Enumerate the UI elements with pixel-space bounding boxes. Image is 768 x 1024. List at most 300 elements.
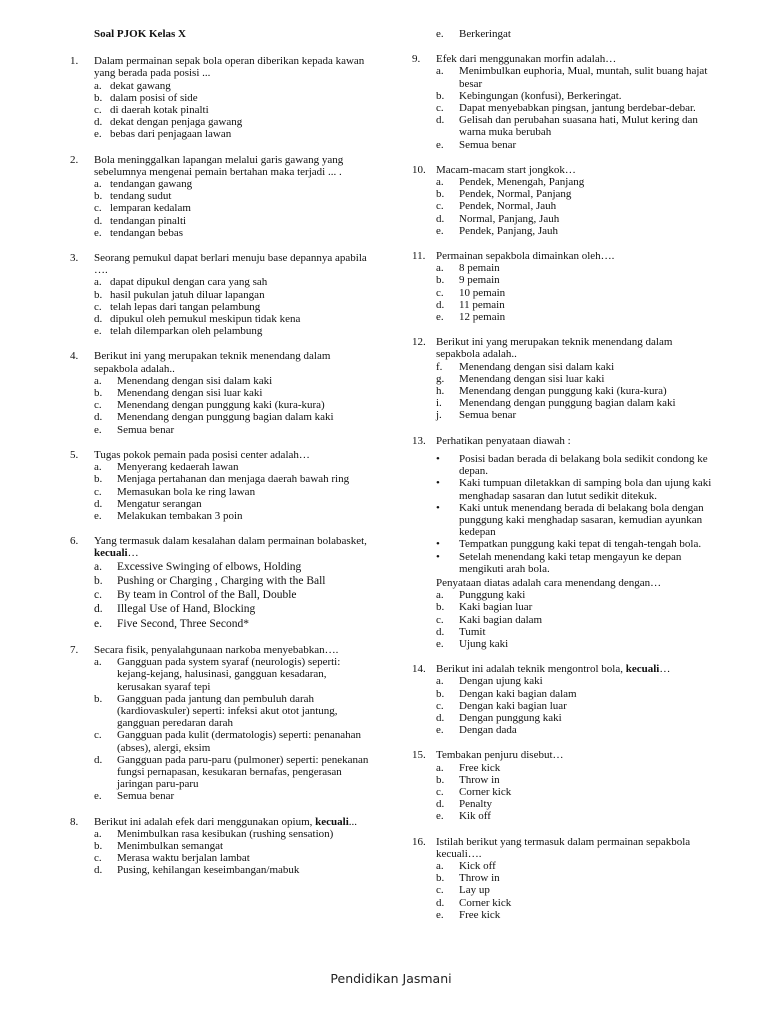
answer-option: [70, 560, 370, 574]
option-label: b.: [436, 274, 445, 287]
option-label: b.: [436, 773, 445, 786]
option-label: d.: [436, 212, 445, 225]
option-text: Kaki bagian dalam: [459, 613, 543, 626]
option-label: d.: [436, 298, 445, 311]
answer-option: [412, 909, 718, 921]
option-text: Gangguan pada paru-paru (pulmoner) seperti: penekanan fungsi pernapasan, kesukaran bernafas, pengerasan jaringan paru-paru: [117, 753, 369, 791]
option-text: Pendek, Menengah, Panjang: [459, 176, 585, 189]
bullet-icon: •: [436, 550, 440, 563]
answer-option: [412, 614, 718, 626]
question-number: 4.: [70, 350, 79, 363]
answer-option: [70, 754, 370, 791]
answer-option: [70, 864, 370, 876]
question-item: [412, 836, 718, 921]
option-text: Corner kick: [459, 896, 512, 909]
statement-item: [436, 502, 718, 539]
option-text: Dapat menyebabkan pingsan, jantung berdebar-debar.: [459, 102, 696, 115]
question-head: [70, 644, 370, 656]
statement-text: Setelah menendang kaki tetap mengayun ke depan mengikuti arah bola.: [459, 550, 682, 575]
option-text: dekat dengan penjaga gawang: [110, 116, 243, 129]
statement-item: [436, 453, 718, 477]
option-label: f.: [436, 360, 443, 373]
question-head: [70, 154, 370, 178]
option-label: d.: [94, 313, 103, 326]
option-text: Dengan dada: [459, 724, 517, 737]
option-text: 11 pemain: [459, 298, 505, 311]
answer-option: [70, 852, 370, 864]
option-label: b.: [436, 188, 445, 201]
left-column: [70, 28, 370, 890]
option-text: Illegal Use of Hand, Blocking: [117, 603, 256, 616]
option-label: b.: [94, 473, 103, 486]
option-text: Dengan ujung kaki: [459, 675, 543, 688]
option-text: tendangan bebas: [110, 226, 183, 239]
question-head: [412, 663, 718, 675]
option-text: Gangguan pada jantung dan pembuluh darah (kardiovaskuler) seperti: infeksi akut otot jantung, gangguan peredaran darah: [117, 692, 338, 730]
option-text: 9 pemain: [459, 274, 500, 287]
answer-option: [70, 190, 370, 202]
option-text: tendang sudut: [110, 190, 172, 203]
option-text: Pendek, Normal, Jauh: [459, 200, 557, 213]
question-head: [412, 836, 718, 860]
option-label: c.: [94, 300, 102, 313]
option-label: e.: [94, 790, 102, 803]
option-label: a.: [94, 461, 102, 474]
statement-item: [436, 477, 718, 501]
question-head: [412, 164, 718, 176]
option-label: a.: [94, 178, 102, 191]
option-label: b.: [436, 872, 445, 885]
answer-option: [70, 276, 370, 288]
answer-option: [70, 375, 370, 387]
answer-option: [70, 473, 370, 485]
option-text: Menendang dengan sisi dalam kaki: [117, 374, 273, 387]
answer-option: [412, 688, 718, 700]
option-label: a.: [94, 79, 102, 92]
option-text: Five Second, Three Second*: [117, 617, 250, 630]
option-label: e.: [436, 138, 444, 151]
statement-item: [436, 551, 718, 575]
answer-option: [70, 510, 370, 522]
option-text: bebas dari penjagaan lawan: [110, 128, 232, 141]
question-head: [70, 350, 370, 374]
option-text: dipukul oleh pemukul meskipun tidak kena: [110, 313, 301, 326]
answer-option: [70, 215, 370, 227]
option-label: a.: [94, 827, 102, 840]
option-label: b.: [436, 687, 445, 700]
answer-option: [70, 617, 370, 631]
option-label: e.: [436, 810, 444, 823]
answer-option: [412, 397, 718, 409]
option-label: i.: [436, 397, 442, 410]
question-head: [70, 55, 370, 79]
option-label: d.: [436, 896, 445, 909]
question-number: 2.: [70, 153, 79, 166]
answer-option: [412, 860, 718, 872]
answer-option: [70, 116, 370, 128]
answer-option: [412, 724, 718, 736]
option-label: d.: [94, 603, 103, 616]
option-label: b.: [94, 91, 103, 104]
page-title: Soal PJOK Kelas X: [94, 28, 186, 40]
option-text: Menendang dengan sisi luar kaki: [459, 372, 605, 385]
right-column: [412, 28, 718, 934]
option-label: a.: [436, 176, 444, 189]
option-text: Pusing, kehilangan keseimbangan/mabuk: [117, 864, 300, 877]
question-item: [412, 435, 718, 650]
question-item: [412, 53, 718, 151]
question-item: [70, 55, 370, 140]
option-text: By team in Control of the Ball, Double: [117, 589, 297, 602]
option-label: c.: [436, 785, 444, 798]
option-text: Semua benar: [459, 138, 517, 151]
question-item: [412, 336, 718, 421]
option-label: c.: [94, 589, 102, 602]
question-text: Berikut ini yang merupakan teknik menendang dalam sepakbola adalah..: [94, 350, 331, 375]
question-item: [412, 164, 718, 237]
option-label: j.: [436, 409, 442, 422]
question-head: [70, 449, 370, 461]
option-label: d.: [94, 116, 103, 129]
question-text: Tugas pokok pemain pada posisi center adalah…: [94, 448, 310, 461]
option-label: e.: [436, 224, 444, 237]
question-number: 7.: [70, 644, 79, 656]
option-text: tendangan pinalti: [110, 214, 187, 227]
question-text: [94, 535, 370, 559]
option-label: a.: [94, 656, 102, 669]
answer-option: [70, 828, 370, 840]
option-text: Excessive Swinging of elbows, Holding: [117, 560, 302, 573]
answer-option: [70, 693, 370, 730]
option-label: b.: [94, 387, 103, 400]
option-text: Ujung kaki: [459, 637, 509, 650]
option-label: d.: [436, 625, 445, 638]
question-item: [70, 535, 370, 631]
option-label: e.: [94, 226, 102, 239]
option-text: Gangguan pada kulit (dermatologis) seperti: penanahan (abses), alergi, eksim: [117, 729, 362, 754]
option-label: g.: [436, 372, 445, 385]
question-text: Berikut ini yang merupakan teknik menendang dalam sepakbola adalah..: [436, 336, 673, 361]
question-text: Dalam permainan sepak bola operan diberikan kepada kawan yang berada pada posisi ...: [94, 55, 365, 80]
option-text: Semua benar: [117, 423, 175, 436]
option-label: h.: [436, 385, 445, 398]
answer-option: [70, 313, 370, 325]
answer-option: [70, 104, 370, 116]
option-label: a.: [436, 262, 444, 275]
option-label: c.: [436, 200, 444, 213]
option-label: a.: [436, 859, 444, 872]
option-label: c.: [436, 884, 444, 897]
option-label: a.: [94, 276, 102, 289]
answer-option: [70, 424, 370, 436]
question-text: Bola meninggalkan lapangan melalui garis gawang yang sebelumnya mengenai pemain bertahan maka terjadi ... .: [94, 153, 344, 178]
answer-option: [412, 601, 718, 613]
option-text: dalam posisi of side: [110, 91, 198, 104]
option-label: b.: [94, 840, 103, 853]
question-number: 11.: [412, 250, 426, 263]
option-text: 8 pemain: [459, 262, 500, 275]
bullet-icon: •: [436, 477, 440, 490]
option-text: dapat dipukul dengan cara yang sah: [110, 276, 268, 289]
option-text: Memasukan bola ke ring lawan: [117, 485, 256, 498]
question-number: 10.: [412, 163, 426, 176]
answer-option: [412, 409, 718, 421]
answer-option: [412, 139, 718, 151]
option-label: e.: [436, 28, 444, 40]
option-label: d.: [94, 497, 103, 510]
option-text: Normal, Panjang, Jauh: [459, 212, 560, 225]
answer-option: [70, 840, 370, 852]
question-head: [412, 336, 718, 360]
option-label: e.: [94, 509, 102, 522]
option-text: Tumit: [459, 625, 486, 638]
question-item: [70, 252, 370, 337]
question-text: [94, 816, 370, 828]
option-label: d.: [436, 711, 445, 724]
option-label: d.: [436, 114, 445, 127]
answer-option: [412, 114, 718, 138]
option-text: Menimbulkan rasa kesibukan (rushing sensation): [117, 827, 334, 840]
question-number: 3.: [70, 252, 79, 265]
question-text: Permainan sepakbola dimainkan oleh….: [436, 250, 615, 263]
question-item: [70, 350, 370, 435]
option-label: d.: [94, 864, 103, 877]
statement-text: Kaki untuk menendang berada di belakang bola dengan punggung kaki menghadap sasaran, kemudian ayunkan kedepan: [459, 501, 704, 539]
option-text: Menendang dengan sisi dalam kaki: [459, 360, 615, 373]
question-text-part: …: [127, 547, 139, 560]
statement-item: [436, 538, 718, 550]
option-text: hasil pukulan jatuh diluar lapangan: [110, 288, 265, 301]
answer-option: [412, 638, 718, 650]
answer-option: [70, 588, 370, 602]
answer-option: [70, 289, 370, 301]
option-text: di daerah kotak pinalti: [110, 104, 209, 117]
answer-option: [412, 287, 718, 299]
option-text: Berkeringat: [459, 28, 511, 40]
option-text: Menjaga pertahanan dan menjaga daerah bawah ring: [117, 473, 350, 486]
option-text: Kaki bagian luar: [459, 601, 533, 614]
option-label: b.: [94, 190, 103, 203]
question-item: [70, 816, 370, 877]
option-label: c.: [94, 399, 102, 412]
question-head: [412, 250, 718, 262]
question-text: Efek dari menggunakan morfin adalah…: [436, 53, 617, 66]
statement-text: Kaki tumpuan diletakkan di samping bola dan ujung kaki menghadap sasaran dan lutut sedikit ditekuk.: [459, 477, 712, 502]
question-number: 5.: [70, 448, 79, 461]
question-text: Macam-macam start jongkok…: [436, 163, 576, 176]
question-head: [70, 535, 370, 559]
option-text: Menimbulkan euphoria, Mual, muntah, sulit buang hajat besar: [459, 65, 708, 90]
option-text: Menendang dengan punggung bagian dalam kaki: [459, 397, 676, 410]
statement-text: Tempatkan punggung kaki tepat di tengah-tengah bola.: [459, 538, 702, 551]
option-label: b.: [436, 89, 445, 102]
answer-option: [412, 274, 718, 286]
option-text: Kik off: [459, 810, 491, 823]
option-text: Corner kick: [459, 785, 512, 798]
answer-option: [412, 762, 718, 774]
question-text: Secara fisik, penyalahgunaan narkoba menyebabkan….: [94, 644, 339, 656]
question-text: [436, 663, 718, 675]
question-head: [412, 749, 718, 761]
option-text: Menyerang kedaerah lawan: [117, 461, 239, 474]
answer-option: [412, 90, 718, 102]
answer-option: [412, 810, 718, 822]
option-label: c.: [436, 613, 444, 626]
answer-option: [412, 213, 718, 225]
option-text: tendangan gawang: [110, 178, 193, 191]
option-text: Melakukan tembakan 3 poin: [117, 509, 243, 522]
option-label: e.: [436, 637, 444, 650]
question-text-part: ...: [348, 815, 358, 828]
option-text: Dengan kaki bagian dalam: [459, 687, 577, 700]
option-text: lemparan kedalam: [110, 202, 191, 215]
option-label: e.: [94, 325, 102, 338]
question-list-right: [412, 53, 718, 921]
option-text: Gangguan pada system syaraf (neurologis) seperti: kejang-kejang, halusinasi, gangguan kesadaran, kerusakan syaraf tepi: [117, 656, 341, 693]
answer-option: [412, 262, 718, 274]
option-label: d.: [436, 798, 445, 811]
option-label: e.: [436, 724, 444, 737]
question-text: Perhatikan penyataan diawah :: [436, 434, 571, 447]
answer-option: [70, 128, 370, 140]
question-item: [70, 154, 370, 239]
answer-option: [412, 626, 718, 638]
question-item: [412, 749, 718, 822]
option-label: c.: [436, 699, 444, 712]
option-label: b.: [94, 692, 103, 705]
question-item: [70, 644, 370, 803]
answer-option: [412, 589, 718, 601]
option-text: Menendang dengan punggung bagian dalam kaki: [117, 411, 334, 424]
answer-option: [70, 486, 370, 498]
answer-option: [412, 712, 718, 724]
answer-option: [412, 700, 718, 712]
option-text: Kebingungan (konfusi), Berkeringat.: [459, 89, 622, 102]
question-text-part: Yang termasuk dalam kesalahan dalam permainan bolabasket,: [94, 535, 367, 548]
answer-option: [412, 311, 718, 323]
option-text: Kick off: [459, 859, 496, 872]
answer-option: [70, 92, 370, 104]
answer-option: [70, 325, 370, 337]
option-label: c.: [94, 729, 102, 742]
answer-option: [412, 884, 718, 896]
continued-option: [412, 28, 718, 40]
question-head: [412, 53, 718, 65]
option-label: c.: [94, 485, 102, 498]
answer-option: [70, 411, 370, 423]
question-text-part: …: [659, 663, 671, 676]
answer-option: [70, 202, 370, 214]
option-label: e.: [94, 423, 102, 436]
option-label: b.: [436, 601, 445, 614]
question-text: Seorang pemukul dapat berlari menuju base depannya apabila ….: [94, 252, 367, 277]
answer-option: [70, 461, 370, 473]
option-label: c.: [94, 104, 102, 117]
question-keyword: kecuali: [625, 663, 660, 676]
option-label: a.: [436, 675, 444, 688]
option-text: Pushing or Charging , Charging with the Ball: [117, 574, 326, 587]
question-list-left: [70, 55, 370, 876]
option-text: Punggung kaki: [459, 589, 526, 602]
option-text: dekat gawang: [110, 79, 171, 92]
question-number: 8.: [70, 815, 79, 828]
answer-option: [412, 188, 718, 200]
answer-option: [412, 675, 718, 687]
answer-option: [412, 385, 718, 397]
answer-option: [70, 227, 370, 239]
option-text: Penalty: [459, 798, 492, 811]
question-head: [70, 816, 370, 828]
option-text: Semua benar: [117, 790, 175, 803]
answer-option: [70, 574, 370, 588]
answer-option: [412, 872, 718, 884]
option-text: Semua benar: [459, 409, 517, 422]
question-number: 13.: [412, 434, 426, 447]
answer-option: [70, 301, 370, 313]
option-label: d.: [94, 214, 103, 227]
question-head: [70, 252, 370, 276]
option-text: Gelisah dan perubahan suasana hati, Mulut kering dan warna muka berubah: [459, 114, 698, 139]
question-text-part: Berikut ini adalah teknik mengontrol bola,: [436, 663, 626, 676]
answer-option: [70, 602, 370, 616]
option-text: Menendang dengan punggung kaki (kura-kura): [117, 399, 325, 412]
option-text: Free kick: [459, 761, 501, 774]
answer-option: [412, 102, 718, 114]
option-label: a.: [436, 589, 444, 602]
option-text: Dengan kaki bagian luar: [459, 699, 567, 712]
question-item: [70, 449, 370, 522]
option-label: c.: [94, 202, 102, 215]
question-number: 6.: [70, 535, 79, 548]
question-number: 12.: [412, 336, 426, 349]
answer-option: [70, 656, 370, 693]
answer-option: [412, 373, 718, 385]
option-text: Throw in: [459, 773, 500, 786]
option-text: telah lepas dari tangan pelambung: [110, 300, 261, 313]
option-label: c.: [94, 852, 102, 865]
answer-option: [412, 361, 718, 373]
answer-option: [70, 399, 370, 411]
question-text-part: Berikut ini adalah efek dari menggunakan opium,: [94, 815, 316, 828]
option-label: d.: [94, 411, 103, 424]
option-label: e.: [94, 617, 102, 630]
question-item: [412, 663, 718, 736]
option-label: a.: [436, 65, 444, 78]
option-text: 10 pemain: [459, 286, 506, 299]
option-label: e.: [436, 311, 444, 324]
bullet-icon: •: [436, 452, 440, 465]
option-label: b.: [94, 574, 103, 587]
bullet-icon: •: [436, 501, 440, 514]
option-label: a.: [94, 560, 102, 573]
page-footer: Pendidikan Jasmani: [330, 971, 452, 986]
answer-option: [412, 225, 718, 237]
question-text: Tembakan penjuru disebut…: [436, 749, 564, 762]
answer-option: [70, 178, 370, 190]
question-prompt: Penyataan diatas adalah cara menendang dengan…: [436, 576, 662, 589]
question-keyword: kecuali: [315, 815, 349, 828]
statement-text: Posisi badan berada di belakang bola sedikit condong ke depan.: [459, 452, 708, 478]
answer-option: [412, 200, 718, 212]
question-number: 14.: [412, 663, 426, 676]
option-text: Menimbulkan semangat: [117, 840, 224, 853]
answer-option: [412, 897, 718, 909]
option-label: c.: [436, 102, 444, 115]
answer-option: [412, 299, 718, 311]
option-label: a.: [436, 761, 444, 774]
option-text: telah dilemparkan oleh pelambung: [110, 325, 263, 338]
option-label: e.: [436, 908, 444, 921]
